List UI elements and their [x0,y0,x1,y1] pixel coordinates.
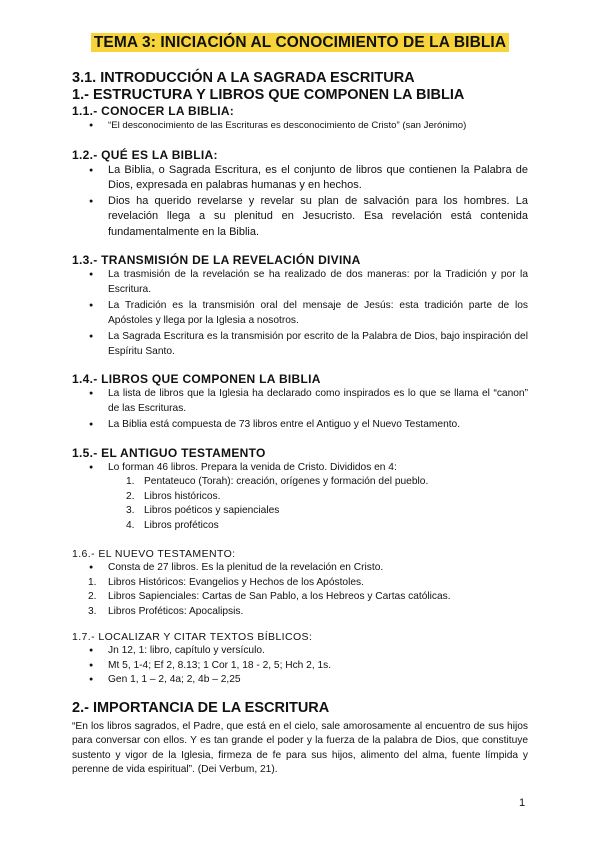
list-item: ● Dios ha querido revelarse y revelar su plan de salvación para los hombres. La revelación llega a su plenitud en Jesucristo. Esa revelación está contenida fundamentalmente en la Biblia. [72,194,528,241]
list-item: 4. Libros proféticos [126,519,219,531]
list-item: 3. Libros poéticos y sapienciales [126,505,280,516]
section-1-5-heading: 1.5.- EL ANTIGUO TESTAMENTO [72,445,266,460]
section-1-6-intro [72,561,528,576]
section-1-6-heading: 1.6.- EL NUEVO TESTAMENTO: [72,548,236,560]
section-1-2-heading: 1.2.- QUÉ ES LA BIBLIA: [72,147,218,162]
section-1-3-heading: 1.3.- TRANSMISIÓN DE LA REVELACIÓN DIVINA [72,253,361,267]
list-item: 3. Libros Proféticos: Apocalipsis. [88,605,244,617]
section-1-2-list [72,163,528,241]
list-item: ● Jn 12, 1: libro, capítulo y versículo. [72,644,528,659]
list-item: ● Consta de 27 libros. Es la plenitud de la revelación en Cristo. [72,561,528,576]
section-1-5-list [72,461,528,476]
section-1-7-heading: 1.7.- LOCALIZAR Y CITAR TEXTOS BÍBLICOS: [72,631,313,643]
list-item: ● Gen 1, 1 – 2, 4a; 2, 4b – 2,25 [72,673,528,688]
section-1-1-heading: 1.1.- CONOCER LA BIBLIA: [72,104,235,118]
list-item: ● Mt 5, 1-4; Ef 2, 8.13; 1 Cor 1, 18 - 2, 5; Hch 2, 1s. [72,659,528,674]
document-body [72,70,528,778]
list-item: ● La Sagrada Escritura es la transmisión por escrito de la Palabra de Dios, bajo inspiración del Espíritu Santo. [72,330,528,359]
list-item: 1. Pentateuco (Torah): creación, orígenes y formación del pueblo. [126,476,429,487]
section-1-5-sublist [72,475,528,533]
list-item: ● La Biblia está compuesta de 73 libros entre el Antiguo y el Nuevo Testamento. [72,418,528,433]
section-1-7-list [72,644,528,688]
section-1-4-list [72,387,528,433]
section-1-3-list [72,268,528,359]
list-item: ● La Biblia, o Sagrada Escritura, es el conjunto de libros que contienen la Palabra de Dios, expresada en palabras humanas y en hechos. [72,163,528,194]
list-item: ● Lo forman 46 libros. Prepara la venida de Cristo. Divididos en 4: [72,461,528,476]
list-item: 2. Libros históricos. [126,490,221,502]
list-item: 2. Libros Sapienciales: Cartas de San Pablo, a los Hebreos y Cartas católicas. [88,591,451,602]
section-1-1-list [72,119,528,134]
section-2-heading: 2.- IMPORTANCIA DE LA ESCRITURA [72,699,330,716]
list-item: ● “El desconocimiento de las Escrituras es desconocimiento de Cristo” (san Jerónimo) [72,119,528,134]
list-item: ● La trasmisión de la revelación se ha realizado de dos maneras: por la Tradición y por la Escritura. [72,268,528,297]
section-1-6-list [72,576,528,620]
dei-verbum-quote: “En los libros sagrados, el Padre, que está en el cielo, sale amorosamente al encuentro de sus hijos para conversar con ellos. Y es tan grande el poder y la fuerza de la palabra de Dios, que constituye sustento y vigor de la Iglesia, firmeza de fe para sus hijos, alimento del alma, fuente límpida y perenne de vida espiritual”. (Dei Verbum, 21). [72,720,528,775]
document-title [0,34,600,52]
list-item: 1. Libros Históricos: Evangelios y Hechos de los Apóstoles. [88,576,364,588]
list-item: ● La lista de libros que la Iglesia ha declarado como inspirados es lo que se llama el “canon” de las Escrituras. [72,387,528,416]
list-item: ● La Tradición es la transmisión oral del mensaje de Jesús: esta tradición parte de los Apóstoles y llega por la Iglesia a nosotros. [72,299,528,328]
section-1-4-heading: 1.4.- LIBROS QUE COMPONEN LA BIBLIA [72,372,321,386]
title-highlight: TEMA 3: INICIACIÓN AL CONOCIMIENTO DE LA BIBLIA [91,33,509,52]
heading-main: 3.1. INTRODUCCIÓN A LA SAGRADA ESCRITURA [72,70,415,86]
page-number: 1 [519,797,526,809]
heading-sub: 1.- ESTRUCTURA Y LIBROS QUE COMPONEN LA BIBLIA [72,87,465,103]
